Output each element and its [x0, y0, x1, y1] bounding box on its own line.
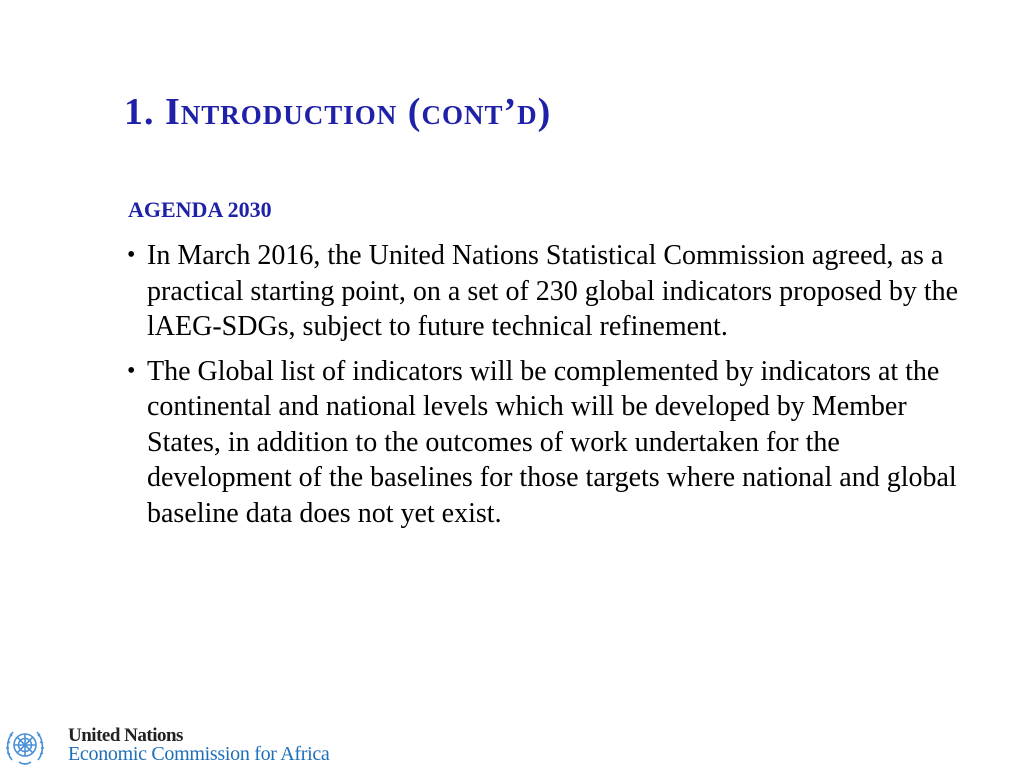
un-emblem-icon	[3, 724, 47, 768]
section-heading: AGENDA 2030	[128, 197, 272, 222]
bullet-text: In March 2016, the United Nations Statistical Commission agreed, as a practical starting point, on a set of 230 global indicators proposed by the lAEG-SDGs, subject to future technical refinement.	[147, 240, 959, 342]
org-name-line1: United Nations	[68, 725, 183, 746]
bullet-item	[127, 238, 967, 345]
bullet-list	[127, 238, 967, 540]
bullet-marker: •	[127, 357, 136, 384]
org-name-line2: Economic Commission for Africa	[68, 743, 330, 765]
bullet-item	[127, 354, 967, 532]
bullet-text: The Global list of indicators will be complemented by indicators at the continental and national levels which will be developed by Member States, in addition to the outcomes of work undertaken for the development of the baselines for those targets where national and global baseline data does not yet exist.	[147, 355, 957, 529]
org-logo	[0, 722, 340, 768]
slide-title: 1. Introduction (cont’d)	[124, 91, 552, 133]
bullet-marker: •	[127, 242, 136, 268]
